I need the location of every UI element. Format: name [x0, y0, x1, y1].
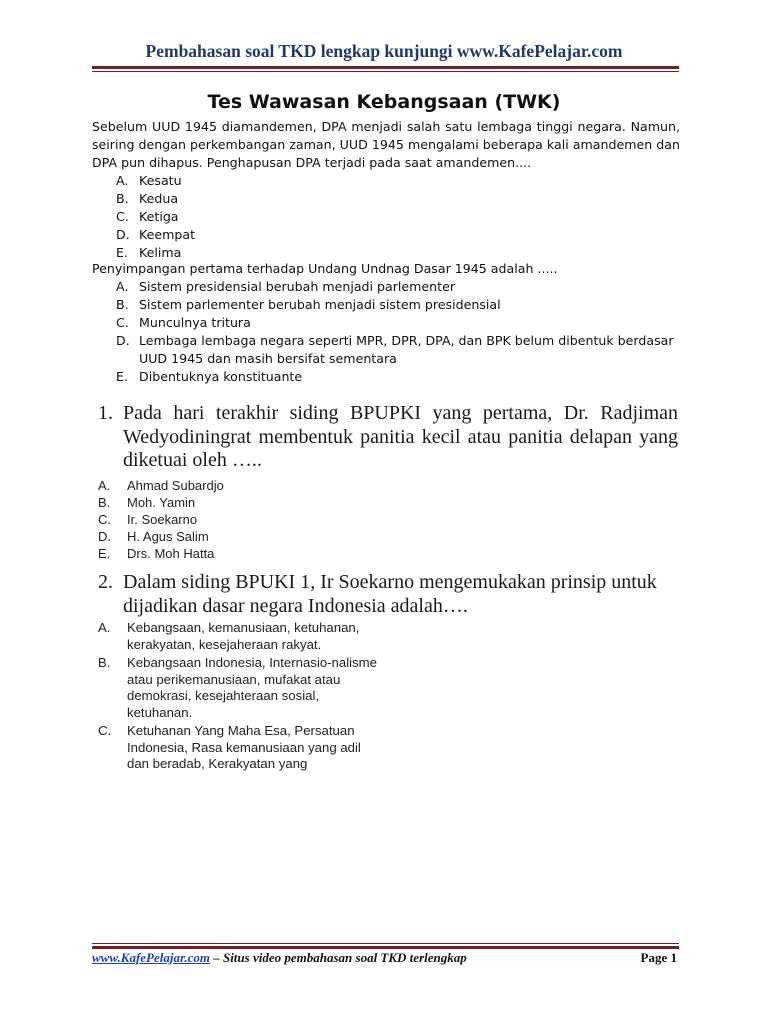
option-item: B. Moh. Yamin — [98, 494, 196, 510]
options-list — [92, 172, 680, 262]
footer-text: – Situs video pembahasan soal TKD terlengkap — [209, 950, 467, 965]
option-item: E. Dibentuknya konstituante — [116, 369, 303, 384]
option-item: C. Ketiga — [116, 209, 179, 224]
options-list — [98, 477, 678, 563]
option-item: C. Ketuhanan Yang Maha Esa, Persatuan Indonesia, Rasa kemanusiaan yang adil dan beradab, Kerakyatan yang — [98, 723, 361, 771]
question-text: 1. Pada hari terakhir siding BPUPKI yang pertama, Dr. Radjiman Wedyodiningrat membentuk panitia kecil atau panitia delapan yang diketuai oleh ….. — [98, 402, 678, 471]
options-list — [98, 620, 678, 773]
option-item: A. Ahmad Subardjo — [98, 477, 224, 493]
option-item: D. Lembaga lembaga negara seperti MPR, DPR, DPA, dan BPK belum dibentuk berdasar UUD 1945 dan masih bersifat sementara — [116, 333, 674, 366]
option-item: B. Kedua — [116, 191, 179, 206]
option-item: A. Kesatu — [116, 173, 182, 188]
scanned-question-2 — [98, 571, 678, 775]
options-list — [92, 278, 680, 386]
option-item: C. Munculnya tritura — [116, 315, 251, 330]
option-item: B. Sistem parlementer berubah menjadi sistem presidensial — [116, 297, 501, 312]
footer-rule — [92, 943, 679, 949]
option-item: E. Drs. Moh Hatta — [98, 546, 215, 562]
page-number: Page 1 — [640, 950, 677, 965]
question-text: Penyimpangan pertama terhadap Undang Undnag Dasar 1945 adalah ..... — [92, 261, 558, 276]
scanned-question-1 — [98, 402, 678, 563]
option-item: A. Kebangsaan, kemanusiaan, ketuhanan, kerakyatan, kesejaheraan rakyat. — [98, 620, 360, 652]
option-item: C. Ir. Soekarno — [98, 511, 198, 527]
question-1 — [92, 118, 680, 262]
option-item: B. Kebangsaan Indonesia, Internasio-nalisme atau perikemanusiaan, mufakat atau demokrasi, kesejahteraan sosial, ketuhanan. — [98, 655, 377, 720]
question-text: Sebelum UUD 1945 diamandemen, DPA menjadi salah satu lembaga tinggi negara. Namun, seiring dengan perkembangan zaman, UUD 1945 mengalami beberapa kali amandemen dan DPA pun dihapus. Penghapusan DPA terjadi pada saat amandemen.... — [92, 119, 680, 170]
question-2 — [92, 260, 680, 386]
page-header: Pembahasan soal TKD lengkap kunjungi www.KafePelajar.com — [145, 41, 623, 61]
question-text: 2. Dalam siding BPUKI 1, Ir Soekarno mengemukakan prinsip untuk dijadikan dasar negara Indonesia adalah…. — [98, 571, 657, 617]
option-item: A. Sistem presidensial berubah menjadi parlementer — [116, 279, 456, 294]
footer-link[interactable]: www.KafePelajar.com — [92, 950, 210, 965]
page-title: Tes Wawasan Kebangsaan (TWK) — [207, 91, 561, 113]
page-footer — [92, 950, 679, 966]
option-item: D. Keempat — [116, 227, 196, 242]
header-rule — [92, 66, 679, 72]
option-item: D. H. Agus Salim — [98, 529, 209, 545]
option-item: E. Kelima — [116, 245, 182, 260]
